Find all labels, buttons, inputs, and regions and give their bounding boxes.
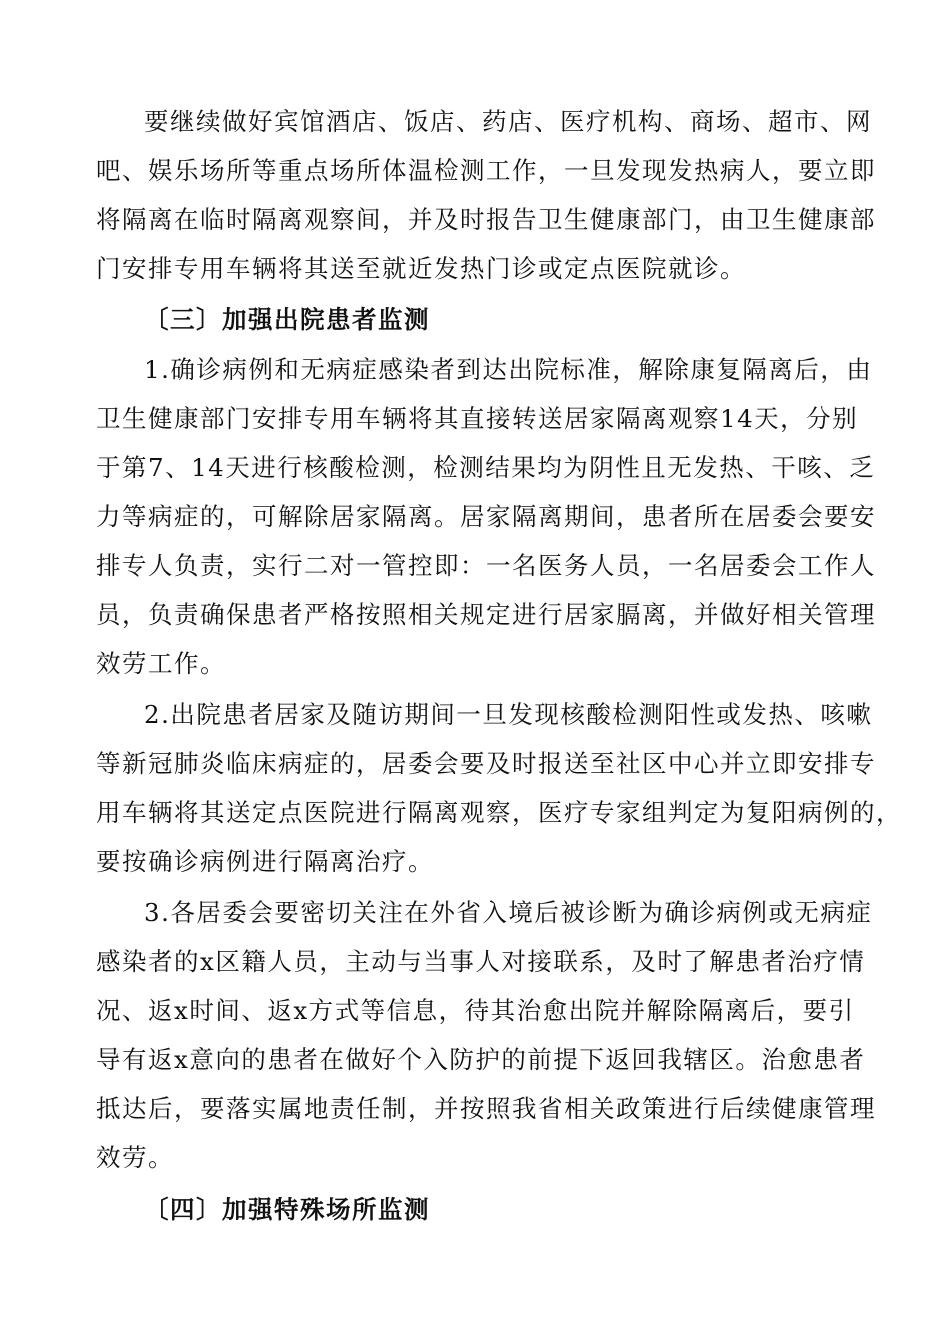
paragraph-4-line-5: 抵达后，要落实属地责任制，并按照我省相关政策进行后续健康管理 — [96, 1094, 876, 1123]
paragraph-4-line-4: 导有返x意向的患者在做好个入防护的前提下返回我辖区。治愈患者 — [96, 1045, 866, 1074]
paragraph-1-line-3: 将隔离在临时隔离观察间，并及时报告卫生健康部门，由卫生健康部 — [96, 205, 876, 234]
paragraph-3-line-1: 2.出院患者居家及随访期间一旦发现核酸检测阳性或发热、咳嗽 — [144, 700, 873, 729]
paragraph-4-line-2: 感染者的x区籍人员，主动与当事人对接联系，及时了解患者治疗情 — [96, 947, 866, 976]
paragraph-2-line-3: 于第7、14天进行核酸检测，检测结果均为阴性且无发热、干咳、乏 — [96, 453, 876, 482]
paragraph-3-line-2: 等新冠肺炎临床病症的，居委会要及时报送至社区中心并立即安排专 — [96, 749, 876, 778]
section-heading-4: 〔四〕加强特殊场所监测 — [144, 1195, 430, 1224]
paragraph-2-line-7: 效劳工作。 — [96, 649, 226, 678]
paragraph-3-line-4: 要按确诊病例进行隔离治疗。 — [96, 847, 434, 876]
section-heading-3: 〔三〕加强出院患者监测 — [144, 305, 430, 334]
paragraph-2-line-6: 员，负责确保患者严格按照相关规定进行居家膈离，并做好相关管理 — [96, 600, 876, 629]
paragraph-2-line-2: 卫生健康部门安排专用车辆将其直接转送居家隔离观察14天，分别 — [96, 404, 859, 433]
paragraph-2-line-4: 力等病症的，可解除居家隔离。居家隔离期间，患者所在居委会要安 — [96, 502, 876, 531]
paragraph-4-line-1: 3.各居委会要密切关注在外省入境后被诊断为确诊病例或无病症 — [144, 898, 873, 927]
paragraph-2-line-1: 1.确诊病例和无病症感染者到达出院标准，解除康复隔离后，由 — [144, 355, 873, 384]
paragraph-1-line-4: 门安排专用车辆将其送至就近发热门诊或定点医院就诊。 — [96, 254, 746, 283]
paragraph-1-line-2: 吧、娱乐场所等重点场所体温检测工作，一旦发现发热病人，要立即 — [96, 156, 876, 185]
paragraph-4-line-3: 况、返x时间、返x方式等信息，待其治愈出院并解除隔离后，要引 — [96, 996, 855, 1025]
paragraph-1-line-1: 要继续做好宾馆酒店、饭店、药店、医疗机构、商场、超市、网 — [144, 107, 872, 136]
paragraph-4-line-6: 效劳。 — [96, 1143, 174, 1172]
paragraph-3-line-3: 用车辆将其送定点医院进行隔离观察，医疗专家组判定为复阳病例的， — [96, 798, 902, 827]
paragraph-2-line-5: 排专人负责，实行二对一管控即：一名医务人员，一名居委会工作人 — [96, 551, 876, 580]
